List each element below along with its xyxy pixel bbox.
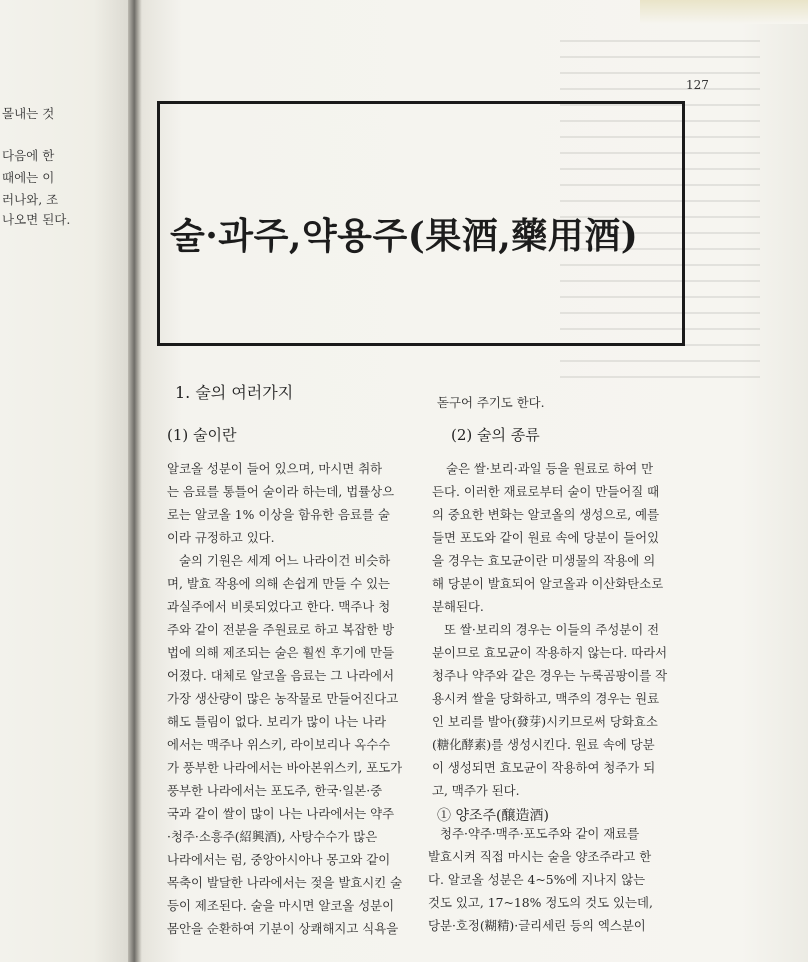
text-line: 또 쌀·보리의 경우는 이들의 주성분이 전 [444, 622, 660, 637]
left-page-line: 나오면 된다. [2, 212, 71, 227]
text-line: 술은 쌀·보리·과일 등을 원료로 하여 만 [446, 461, 654, 476]
chapter-title: 술·과주,약용주(果酒,藥用酒) [170, 215, 639, 257]
text-line: 알코올 성분이 들어 있으며, 마시면 취하 [167, 461, 383, 476]
text-line: 용시켜 쌀을 당화하고, 맥주의 경우는 원료 [432, 691, 660, 706]
text-line: 이라 규정하고 있다. [167, 530, 275, 545]
page-edge [640, 0, 808, 24]
left-page-line: 러나와, 조 [2, 192, 59, 207]
left-subheading: (1) 술이란 [167, 426, 237, 444]
text-line: 청주나 약주와 같은 경우는 누룩곰팡이를 작 [432, 668, 668, 683]
text-line: 어졌다. 대체로 알코올 음료는 그 나라에서 [167, 668, 395, 683]
item-text [428, 822, 653, 937]
left-page-line: 때에는 이 [2, 170, 55, 185]
text-line: 것도 있고, 17~18% 정도의 것도 있는데, [428, 895, 653, 910]
text-line: 법에 의해 제조되는 술은 훨씬 후기에 만들 [167, 645, 395, 660]
section-heading: 1. 술의 여러가지 [175, 383, 294, 402]
text-line: 가 풍부한 나라에서는 바아본위스키, 포도가 [167, 760, 403, 775]
page-number: 127 [686, 78, 709, 92]
text-line: 든다. 이러한 재료로부터 술이 만들어질 때 [432, 484, 660, 499]
text-line: 을 경우는 효모균이란 미생물의 작용에 의 [432, 553, 656, 568]
text-line: 다. 알코올 성분은 4~5%에 지나지 않는 [428, 872, 646, 887]
book-gutter [128, 0, 142, 962]
text-line: 인 보리를 발아(發芽)시키므로써 당화효소 [432, 714, 658, 729]
text-line: 술의 기원은 세계 어느 나라이건 비슷하 [179, 553, 391, 568]
left-facing-page [0, 0, 134, 962]
text-line: 과실주에서 비롯되었다고 한다. 맥주나 청 [167, 599, 391, 614]
text-line: 고, 맥주가 된다. [432, 783, 520, 798]
text-line: 당분·호정(糊精)·글리세린 등의 엑스분이 [428, 918, 646, 933]
text-line: 분이므로 효모균이 작용하지 않는다. 따라서 [432, 645, 668, 660]
text-line: 로는 알코올 1% 이상을 함유한 음료를 술 [167, 507, 390, 522]
text-line: 발효시켜 직접 마시는 술을 양조주라고 한 [428, 849, 652, 864]
text-line: 청주·약주·맥주·포도주와 같이 재료를 [440, 826, 640, 841]
text-line: 나라에서는 럼, 중앙아시아나 몽고와 같이 [167, 852, 391, 867]
text-line: 주와 같이 전분을 주원료로 하고 복잡한 방 [167, 622, 395, 637]
text-line: 풍부한 나라에서는 포도주, 한국·일본·중 [167, 783, 383, 798]
text-line: 의 중요한 변화는 알코올의 생성으로, 예를 [432, 507, 660, 522]
text-line: 몸안을 순환하여 기분이 상쾌해지고 식욕을 [167, 921, 399, 936]
text-line: 는 음료를 통틀어 술이라 하는데, 법률상으 [167, 484, 395, 499]
text-line: 목축이 발달한 나라에서는 젖을 발효시킨 술 [167, 875, 403, 890]
text-line: 가장 생산량이 많은 농작물로 만들어진다고 [167, 691, 399, 706]
text-line: 분해된다. [432, 599, 484, 614]
text-line: ·청주·소흥주(紹興酒), 사탕수수가 많은 [167, 829, 378, 844]
text-line: (糖化酵素)를 생성시킨다. 원료 속에 당분 [432, 737, 655, 752]
left-page-line: 몰내는 것 [2, 106, 55, 121]
text-line: 해 당분이 발효되어 알코올과 이산화탄소로 [432, 576, 664, 591]
right-column-continuation: 돋구어 주기도 한다. [437, 395, 545, 410]
text-line: 해도 틀림이 없다. 보리가 많이 나는 나라 [167, 714, 387, 729]
right-column-text [432, 457, 667, 802]
left-page-line: 다음에 한 [2, 148, 55, 163]
right-subheading: (2) 술의 종류 [451, 426, 540, 444]
text-line: 국과 같이 쌀이 많이 나는 나라에서는 약주 [167, 806, 395, 821]
text-line: 며, 발효 작용에 의해 손쉽게 만들 수 있는 [167, 576, 391, 591]
left-column-text [167, 457, 402, 940]
text-line: 들면 포도와 같이 원료 속에 당분이 들어있 [432, 530, 660, 545]
item-heading: ① 양조주(醸造酒) [437, 808, 549, 824]
text-line: 등이 제조된다. 술을 마시면 알코올 성분이 [167, 898, 395, 913]
text-line: 이 생성되면 효모균이 작용하여 청주가 되 [432, 760, 656, 775]
text-line: 에서는 맥주나 위스키, 라이보리나 옥수수 [167, 737, 391, 752]
